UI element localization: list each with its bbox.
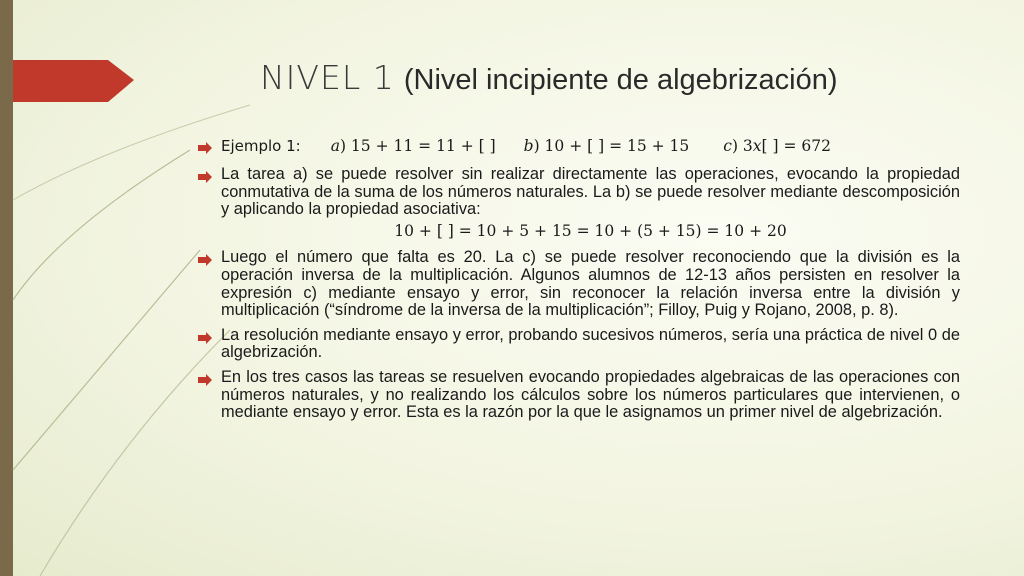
arrow-bullet-icon — [197, 166, 221, 188]
arrow-bullet-icon — [197, 327, 221, 349]
bullet-ejemplo — [197, 137, 960, 159]
title-subtitle: (Nivel incipiente de algebrización) — [403, 64, 838, 96]
title-main: NIVEL 1 — [260, 58, 395, 97]
bullet-tarea-text: La tarea a) se puede resolver sin realizar directamente las operaciones, evocando la propiedad conmutativa de la suma de los números naturales. La b) se puede resolver mediante descomposición y aplicando la propiedad asociativa: — [221, 165, 960, 219]
bullet-resolucion — [197, 327, 960, 362]
bullet-luego-text: Luego el número que falta es 20. La c) se puede resolver reconociendo que la división es la operación inversa de la multiplicación. Algunos alumnos de 12-13 años persisten en resolver la expresión c) mediante ensayo y error, sin reconocer la relación inversa entre la división y multiplicación (“síndrome de la inversa de la multiplicación”; Filloy, Puig y Rojano, 2008, p. 8). — [221, 248, 960, 320]
equation-c: 𝑐) 3𝑥[ ] = 672 — [723, 137, 831, 155]
slide-title — [260, 58, 838, 97]
bullet-resolucion-text: La resolución mediante ensayo y error, probando sucesivos números, sería una práctica de nivel 0 de algebrización. — [221, 325, 960, 362]
arrow-bullet-icon — [197, 369, 221, 391]
title-arrow-shape — [0, 0, 140, 110]
bullet-tarea — [197, 166, 960, 242]
ejemplo-label: Ejemplo 1: — [221, 137, 301, 155]
bullet-list — [197, 137, 960, 429]
arrow-bullet-icon — [197, 249, 221, 271]
associative-equation: 10 + [ ] = 10 + 5 + 15 = 10 + (5 + 15) = 10 + 20 — [394, 221, 787, 240]
equation-b: 𝑏) 10 + [ ] = 15 + 15 — [523, 137, 690, 155]
arrow-bullet-icon — [197, 137, 221, 159]
bullet-conclusion-text: En los tres casos las tareas se resuelven evocando propiedades algebraicas de las operaciones con números naturales, y no realizando los cálculos sobre los números particulares que intervienen, o mediante ensayo y error. Esta es la razón por la que le asignamos un primer nivel de algebrización. — [221, 367, 960, 422]
equation-a: 𝑎) 15 + 11 = 11 + [ ] — [330, 137, 496, 155]
bullet-luego — [197, 249, 960, 319]
bullet-conclusion — [197, 369, 960, 422]
